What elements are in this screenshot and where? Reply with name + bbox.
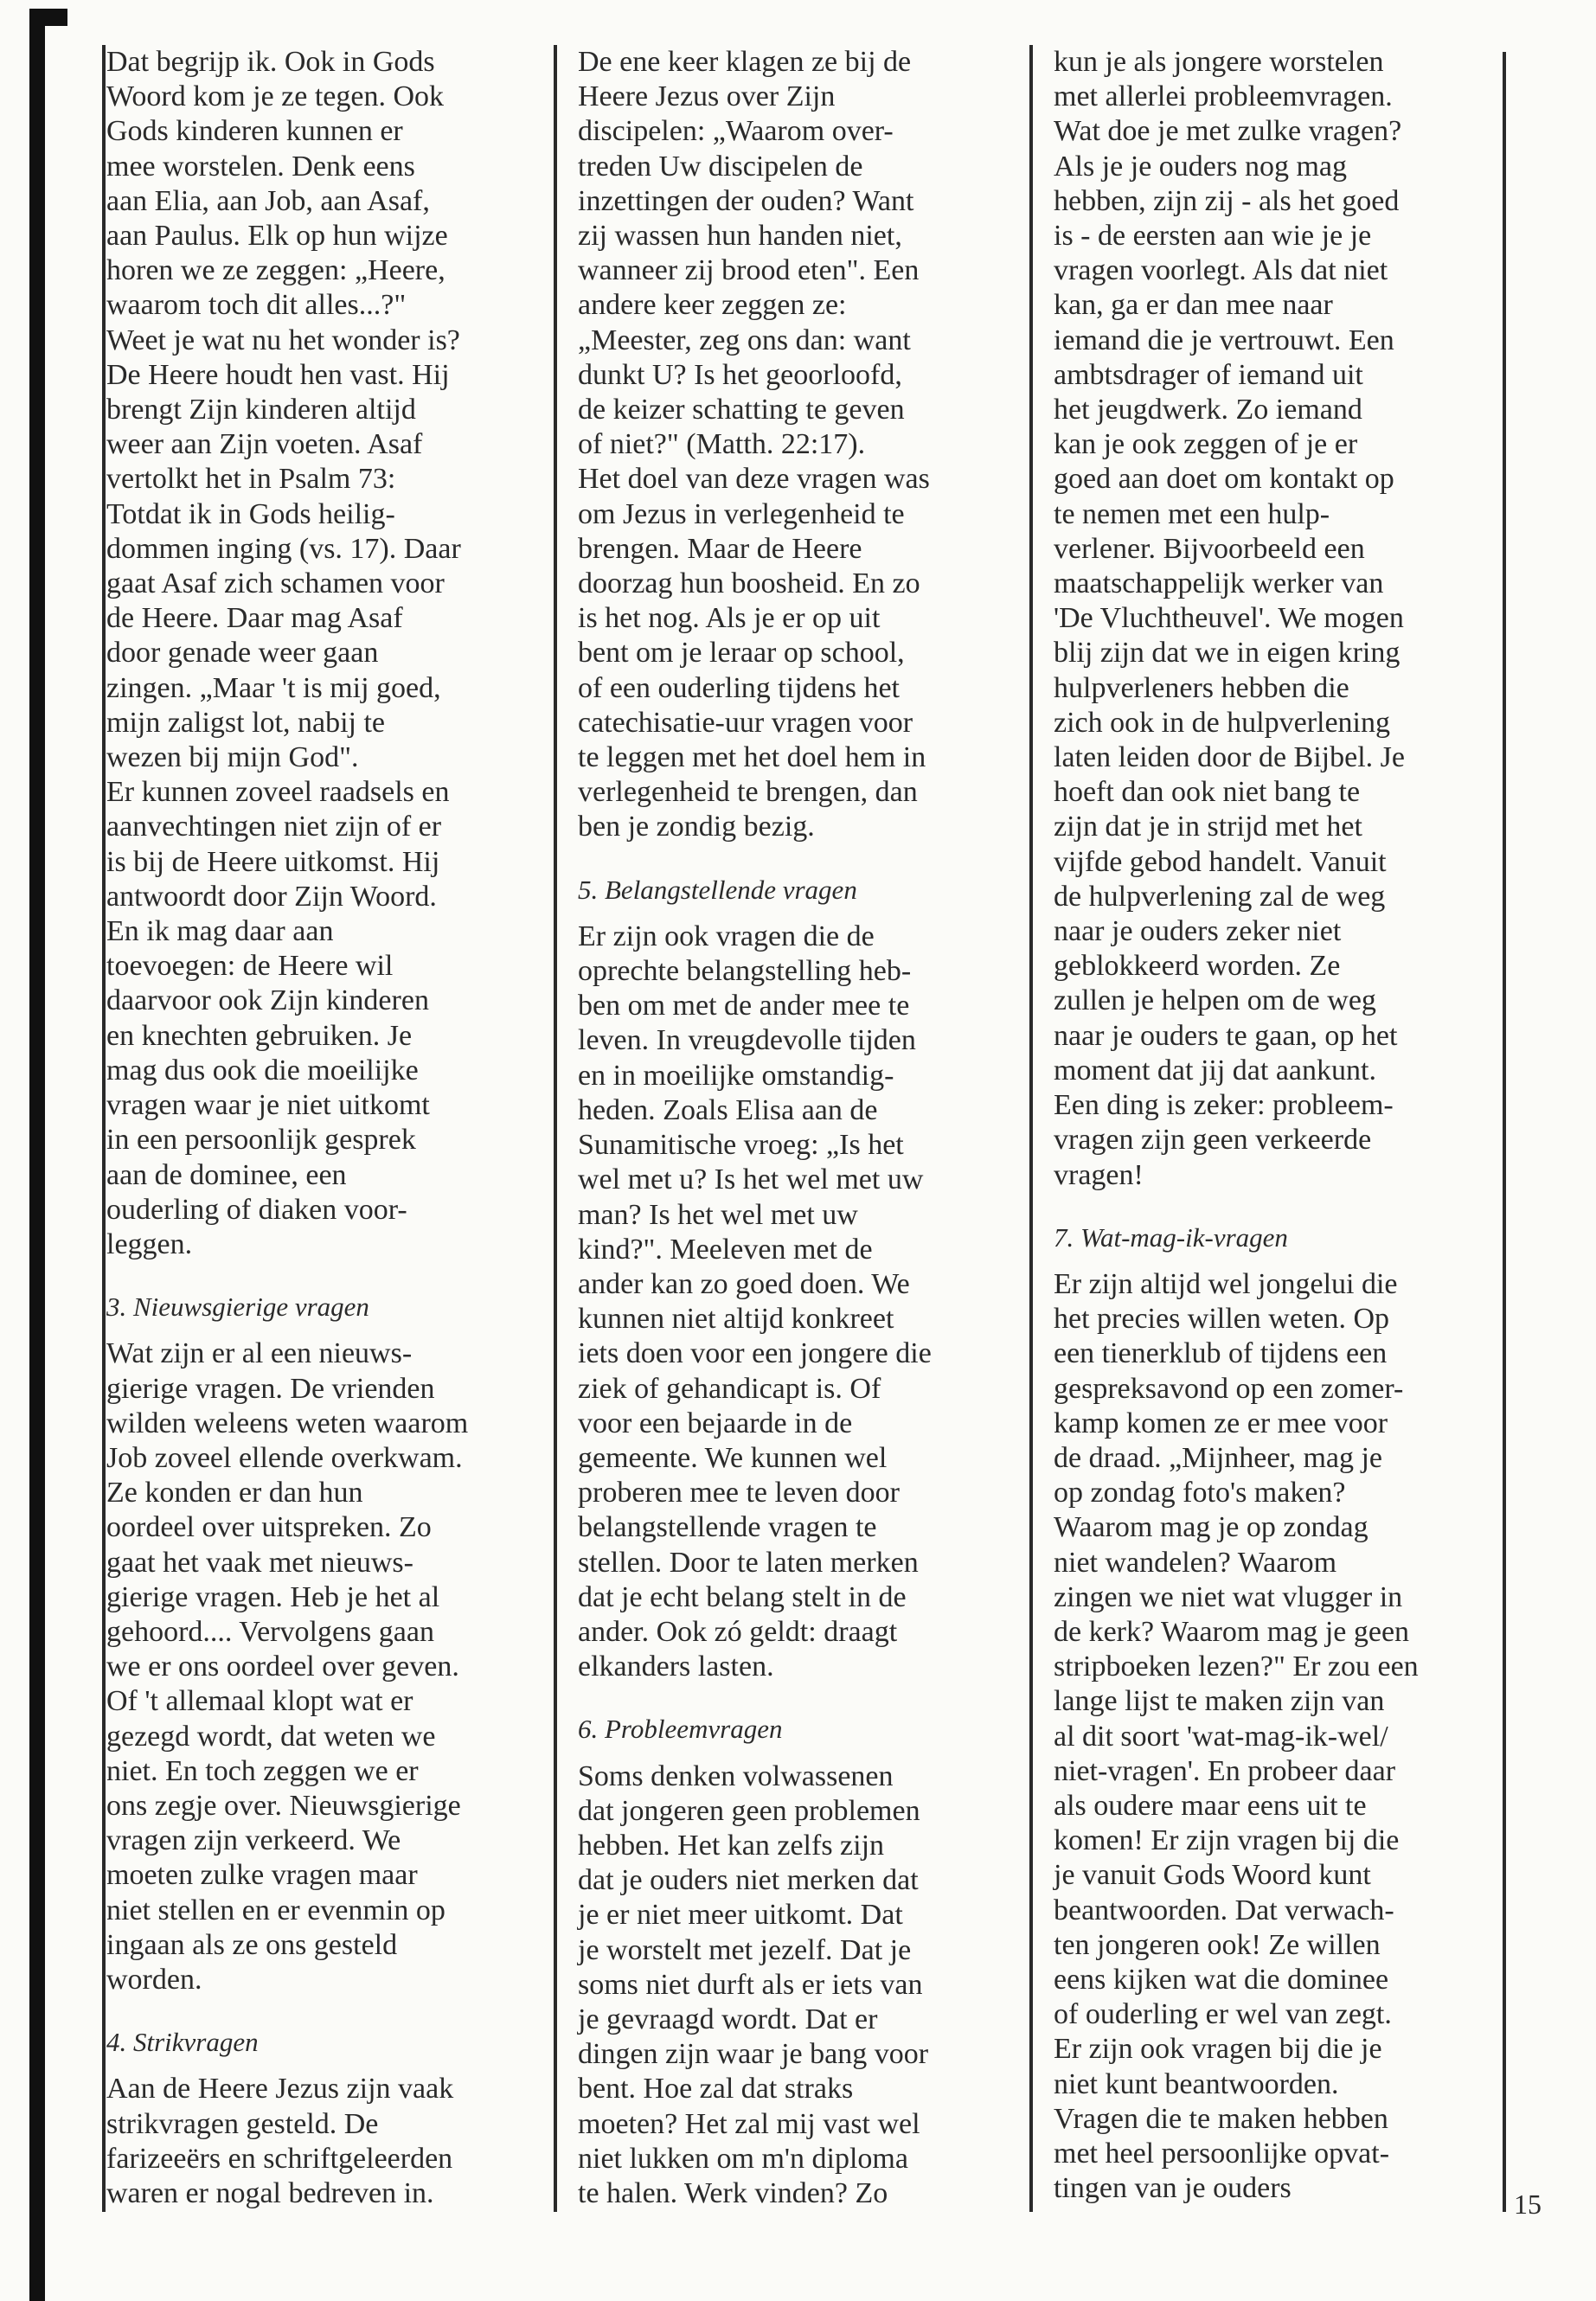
text-line: Er zijn ook vragen die de: [578, 920, 875, 952]
text-line: ander kan zo goed doen. We: [578, 1267, 910, 1300]
text-line: gezegd wordt, dat weten we: [106, 1720, 436, 1753]
text-line: heden. Zoals Elisa aan de: [578, 1093, 878, 1126]
text-line: Wat doe je met zulke vragen?: [1054, 115, 1402, 148]
text-line: dat jongeren geen problemen: [578, 1794, 920, 1827]
heading-belangstellende-vragen: 5. Belangstellende vragen: [578, 874, 857, 905]
text-line: kind?". Meeleven met de: [578, 1233, 873, 1266]
heading-strikvragen: 4. Strikvragen: [106, 2027, 259, 2058]
text-line: ben om met de ander mee te: [578, 990, 910, 1022]
text-line: catechisatie-uur vragen voor: [578, 706, 913, 739]
text-line: iets doen voor een jongere die: [578, 1337, 932, 1370]
text-line: aan Paulus. Elk op hun wijze: [106, 220, 448, 253]
text-line: Er kunnen zoveel raadsels en: [106, 776, 450, 809]
text-line: het jeugdwerk. Zo iemand: [1054, 394, 1362, 426]
text-line: te halen. Werk vinden? Zo: [578, 2176, 888, 2209]
text-line: hulpverleners hebben die: [1054, 671, 1349, 704]
text-line: vragen!: [1054, 1158, 1144, 1191]
text-line: en in moeilijke omstandig-: [578, 1059, 894, 1092]
text-line: iemand die je vertrouwt. Een: [1054, 324, 1394, 356]
text-line: moment dat jij dat aankunt.: [1054, 1054, 1376, 1086]
text-line: op zondag foto's maken?: [1054, 1477, 1346, 1509]
text-line: de kerk? Waarom mag je geen: [1054, 1615, 1410, 1648]
text-line: naar je ouders te gaan, op het: [1054, 1019, 1398, 1052]
text-line: Er zijn ook vragen bij die je: [1054, 2033, 1382, 2066]
text-line: gemeente. We kunnen wel: [578, 1441, 888, 1474]
text-line: te nemen met een hulp-: [1054, 497, 1330, 530]
text-line: is - de eersten aan wie je je: [1054, 220, 1372, 253]
text-line: niet stellen en er evenmin op: [106, 1894, 445, 1926]
text-line: Soms denken volwassenen: [578, 1759, 894, 1792]
text-line: dat je ouders niet merken dat: [578, 1864, 919, 1897]
text-line: aan de dominee, een: [106, 1158, 347, 1191]
text-line: Heere Jezus over Zijn: [578, 80, 836, 113]
text-line: kan, ga er dan mee naar: [1054, 289, 1333, 322]
text-line: verlegenheid te brengen, dan: [578, 776, 918, 809]
text-line: oordeel over uitspreken. Zo: [106, 1511, 432, 1544]
text-line: dommen inging (vs. 17). Daar: [106, 532, 461, 565]
text-line: eens kijken wat die dominee: [1054, 1963, 1389, 1996]
text-line: ons zegje over. Nieuwsgierige: [106, 1789, 461, 1822]
text-line: gehoord.... Vervolgens gaan: [106, 1615, 434, 1648]
text-line: Een ding is zeker: probleem-: [1054, 1089, 1394, 1122]
text-line: stripboeken lezen?" Er zou een: [1054, 1650, 1419, 1683]
text-line: kun je als jongere worstelen: [1054, 46, 1384, 78]
text-line: ingaan als ze ons gesteld: [106, 1928, 398, 1961]
text-line: ambtsdrager of iemand uit: [1054, 358, 1363, 391]
text-line: leven. In vreugdevolle tijden: [578, 1024, 916, 1057]
text-line: Ze konden er dan hun: [106, 1477, 363, 1509]
text-line: weer aan Zijn voeten. Asaf: [106, 428, 423, 461]
text-line: te leggen met het doel hem in: [578, 741, 926, 774]
text-line: soms niet durft als er iets van: [578, 1968, 923, 2001]
text-line: De Heere houdt hen vast. Hij: [106, 358, 450, 391]
text-line: door genade weer gaan: [106, 637, 379, 670]
text-line: vragen zijn verkeerd. We: [106, 1824, 401, 1857]
text-line: Dat begrijp ik. Ook in Gods: [106, 46, 435, 78]
text-line: gaat Asaf zich schamen voor: [106, 567, 445, 600]
col2-block-1: [578, 45, 1028, 845]
text-line: laten leiden door de Bijbel. Je: [1054, 741, 1405, 774]
text-line: „Meester, zeg ons dan: want: [578, 324, 911, 356]
text-line: of ouderling er wel van zegt.: [1054, 1998, 1392, 2031]
text-line: mijn zaligst lot, nabij te: [106, 706, 386, 739]
text-line: zullen je helpen om de weg: [1054, 984, 1376, 1017]
col3-block-1: [1054, 45, 1503, 1193]
text-line: man? Is het wel met uw: [578, 1198, 858, 1231]
text-line: leggen.: [106, 1227, 193, 1260]
text-line: een tienerklub of tijdens een: [1054, 1337, 1388, 1370]
text-line: de Heere. Daar mag Asaf: [106, 602, 403, 635]
text-line: en knechten gebruiken. Je: [106, 1019, 413, 1052]
text-line: hebben. Het kan zelfs zijn: [578, 1829, 885, 1862]
column-2: [578, 45, 1028, 2211]
text-line: wel met u? Is het wel met uw: [578, 1163, 924, 1196]
text-line: Aan de Heere Jezus zijn vaak: [106, 2073, 454, 2106]
text-line: in een persoonlijk gesprek: [106, 1124, 416, 1157]
text-line: niet. En toch zeggen we er: [106, 1754, 419, 1787]
text-line: lange lijst te maken zijn van: [1054, 1685, 1385, 1718]
text-line: verlener. Bijvoorbeeld een: [1054, 532, 1365, 565]
text-line: oprechte belangstelling heb-: [578, 955, 912, 988]
text-line: zingen. „Maar 't is mij goed,: [106, 671, 441, 704]
text-line: Weet je wat nu het wonder is?: [106, 324, 460, 356]
text-line: Er zijn altijd wel jongelui die: [1054, 1267, 1398, 1300]
text-line: horen we ze zeggen: „Heere,: [106, 254, 445, 287]
col1-block-1: [106, 45, 556, 1262]
text-line: ziek of gehandicapt is. Of: [578, 1372, 881, 1405]
text-line: daarvoor ook Zijn kinderen: [106, 984, 429, 1017]
text-line: geblokkeerd worden. Ze: [1054, 950, 1341, 983]
text-line: of niet?" (Matth. 22:17).: [578, 428, 866, 461]
text-line: hebben, zijn zij - als het goed: [1054, 184, 1400, 217]
text-line: zij wassen hun handen niet,: [578, 220, 902, 253]
text-line: kan je ook zeggen of je er: [1054, 428, 1358, 461]
text-line: ander. Ook zó geldt: draagt: [578, 1615, 898, 1648]
text-line: moeten zulke vragen maar: [106, 1859, 418, 1892]
text-line: worden.: [106, 1963, 202, 1996]
text-line: al dit soort 'wat-mag-ik-wel/: [1054, 1720, 1388, 1753]
text-line: wezen bij mijn God".: [106, 741, 359, 774]
text-line: wilden weleens weten waarom: [106, 1407, 469, 1439]
text-line: mag dus ook die moeilijke: [106, 1054, 419, 1086]
text-line: Gods kinderen kunnen er: [106, 115, 403, 148]
text-line: ten jongeren ook! Ze willen: [1054, 1928, 1381, 1961]
text-line: of een ouderling tijdens het: [578, 671, 901, 704]
text-line: Of 't allemaal klopt wat er: [106, 1685, 413, 1718]
column-rule-2: [1029, 45, 1033, 2212]
text-line: blij zijn dat we in eigen kring: [1054, 637, 1401, 670]
text-line: je er niet meer uitkomt. Dat: [578, 1899, 903, 1932]
text-line: voor een bejaarde in de: [578, 1407, 853, 1439]
text-line: gierige vragen. De vrienden: [106, 1372, 435, 1405]
text-line: Sunamitische vroeg: „Is het: [578, 1129, 904, 1162]
text-line: maatschappelijk werker van: [1054, 567, 1384, 600]
heading-wat-mag-ik-vragen: 7. Wat-mag-ik-vragen: [1054, 1221, 1288, 1253]
text-line: Vragen die te maken hebben: [1054, 2102, 1388, 2135]
text-line: 'De Vluchtheuvel'. We mogen: [1054, 602, 1404, 635]
text-line: discipelen: „Waarom over-: [578, 115, 894, 148]
text-line: En ik mag daar aan: [106, 915, 334, 948]
text-line: antwoordt door Zijn Woord.: [106, 880, 437, 913]
text-line: gaat het vaak met nieuws-: [106, 1546, 413, 1579]
text-line: andere keer zeggen ze:: [578, 289, 847, 322]
text-line: als oudere maar eens uit te: [1054, 1789, 1367, 1822]
text-line: bent om je leraar op school,: [578, 637, 905, 670]
text-line: naar je ouders zeker niet: [1054, 915, 1342, 948]
text-line: beantwoorden. Dat verwach-: [1054, 1894, 1394, 1926]
text-line: zich ook in de hulpverlening: [1054, 706, 1391, 739]
text-line: elkanders lasten.: [578, 1650, 774, 1683]
text-line: dat je echt belang stelt in de: [578, 1580, 907, 1613]
text-line: vijfde gebod handelt. Vanuit: [1054, 845, 1387, 878]
text-line: brengt Zijn kinderen altijd: [106, 394, 416, 426]
text-line: tingen van je ouders: [1054, 2172, 1292, 2205]
col2-block-2: [578, 920, 1028, 1684]
text-line: vragen voorlegt. Als dat niet: [1054, 254, 1388, 287]
text-line: niet wandelen? Waarom: [1054, 1546, 1337, 1579]
text-line: zingen we niet wat vlugger in: [1054, 1580, 1403, 1613]
text-line: is bij de Heere uitkomst. Hij: [106, 845, 440, 878]
text-line: niet-vragen'. En probeer daar: [1054, 1754, 1396, 1787]
text-line: doorzag hun boosheid. En zo: [578, 567, 920, 600]
text-line: strikvragen gesteld. De: [106, 2107, 379, 2140]
text-line: je vanuit Gods Woord kunt: [1054, 1859, 1371, 1892]
text-line: aanvechtingen niet zijn of er: [106, 811, 442, 843]
page-edge-bar: [29, 9, 45, 2301]
text-line: waarom toch dit alles...?": [106, 289, 407, 322]
text-line: Woord kom je ze tegen. Ook: [106, 80, 445, 113]
text-line: proberen mee te leven door: [578, 1477, 900, 1509]
text-line: ben je zondig bezig.: [578, 811, 815, 843]
text-line: de keizer schatting te geven: [578, 394, 905, 426]
text-line: komen! Er zijn vragen bij die: [1054, 1824, 1400, 1857]
col3-block-2: [1054, 1267, 1503, 2206]
text-line: gespreksavond op een zomer-: [1054, 1372, 1404, 1405]
text-line: brengen. Maar de Heere: [578, 532, 862, 565]
text-line: belangstellende vragen te: [578, 1511, 877, 1544]
text-line: Job zoveel ellende overkwam.: [106, 1441, 463, 1474]
text-line: is het nog. Als je er op uit: [578, 602, 881, 635]
page-number: 15: [1514, 2189, 1542, 2220]
heading-probleemvragen: 6. Probleemvragen: [578, 1714, 783, 1745]
column-1: [106, 45, 556, 2211]
text-line: niet lukken om m'n diploma: [578, 2142, 908, 2175]
text-line: met allerlei probleemvragen.: [1054, 80, 1393, 113]
text-line: kamp komen ze er mee voor: [1054, 1407, 1388, 1439]
text-line: toevoegen: de Heere wil: [106, 950, 394, 983]
text-line: het precies willen weten. Op: [1054, 1303, 1390, 1336]
text-line: goed aan doet om kontakt op: [1054, 463, 1394, 496]
text-line: bent. Hoe zal dat straks: [578, 2073, 854, 2106]
col2-block-3: [578, 1759, 1028, 2212]
text-line: Het doel van deze vragen was: [578, 463, 930, 496]
text-line: zijn dat je in strijd met het: [1054, 811, 1362, 843]
text-line: inzettingen der ouden? Want: [578, 184, 914, 217]
text-line: waren er nogal bedreven in.: [106, 2176, 434, 2209]
text-line: je gevraagd wordt. Dat er: [578, 2003, 878, 2035]
text-line: Wat zijn er al een nieuws-: [106, 1337, 413, 1370]
text-line: wanneer zij brood eten". Een: [578, 254, 920, 287]
text-line: ouderling of diaken voor-: [106, 1193, 407, 1226]
text-line: Waarom mag je op zondag: [1054, 1511, 1368, 1544]
text-line: moeten? Het zal mij vast wel: [578, 2107, 920, 2140]
page-edge-tab: [29, 9, 67, 26]
text-line: stellen. Door te laten merken: [578, 1546, 919, 1579]
heading-nieuwsgierige-vragen: 3. Nieuwsgierige vragen: [106, 1292, 369, 1323]
text-line: aan Elia, aan Job, aan Asaf,: [106, 184, 430, 217]
text-line: niet kunt beantwoorden.: [1054, 2067, 1339, 2100]
text-line: Als je je ouders nog mag: [1054, 150, 1347, 183]
text-line: Totdat ik in Gods heilig-: [106, 497, 395, 530]
text-line: farizeeërs en schriftgeleerden: [106, 2142, 453, 2175]
text-line: kunnen niet altijd konkreet: [578, 1303, 894, 1336]
text-line: om Jezus in verlegenheid te: [578, 497, 905, 530]
text-line: je worstelt met jezelf. Dat je: [578, 1933, 912, 1966]
text-line: mee worstelen. Denk eens: [106, 150, 415, 183]
text-line: hoeft dan ook niet bang te: [1054, 776, 1361, 809]
column-3: [1054, 45, 1503, 2206]
text-line: vragen zijn geen verkeerde: [1054, 1124, 1372, 1157]
text-line: vragen waar je niet uitkomt: [106, 1089, 430, 1122]
text-line: we er ons oordeel over geven.: [106, 1650, 459, 1683]
text-line: De ene keer klagen ze bij de: [578, 46, 912, 78]
text-line: treden Uw discipelen de: [578, 150, 863, 183]
text-line: de hulpverlening zal de weg: [1054, 880, 1386, 913]
text-line: vertolkt het in Psalm 73:: [106, 463, 396, 496]
col1-block-2: [106, 1336, 556, 1997]
text-line: dunkt U? Is het geoorloofd,: [578, 358, 902, 391]
column-rule-left: [102, 45, 106, 2212]
text-line: de draad. „Mijnheer, mag je: [1054, 1441, 1383, 1474]
col1-block-3: [106, 2072, 556, 2211]
text-line: met heel persoonlijke opvat-: [1054, 2137, 1390, 2170]
text-line: dingen zijn waar je bang voor: [578, 2038, 929, 2071]
text-line: gierige vragen. Heb je het al: [106, 1580, 440, 1613]
